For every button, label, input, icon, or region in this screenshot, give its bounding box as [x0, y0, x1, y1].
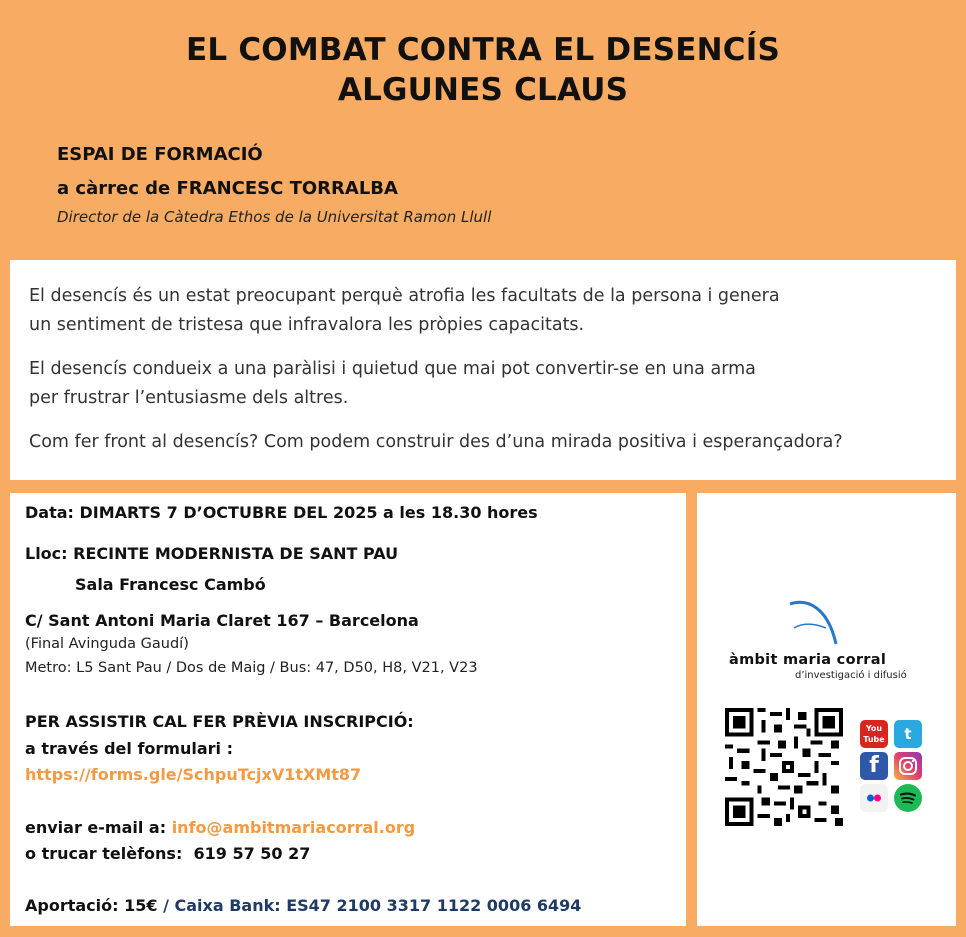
flickr-glyph-icon	[860, 784, 888, 812]
intro-p2-line2: per frustrar l’entusiasme dels altres.	[29, 388, 349, 408]
phone-line	[25, 844, 310, 863]
instagram-glyph-icon	[894, 752, 922, 780]
event-address: C/ Sant Antoni Maria Claret 167 – Barcelona	[25, 611, 419, 630]
phone-number: 619 57 50 27	[193, 844, 311, 863]
facebook-icon[interactable]: f	[860, 752, 888, 780]
spotify-icon[interactable]	[894, 784, 922, 812]
organizer-logo-icon	[788, 598, 840, 650]
fee-line	[25, 896, 581, 915]
form-link[interactable]: https://forms.gle/SchpuTcjxV1tXMt87	[25, 765, 362, 784]
speaker-role: Director de la Càtedra Ethos de la Universitat Ramon Llull	[57, 208, 492, 226]
twitter-icon[interactable]: t	[894, 720, 922, 748]
title-line-2: ALGUNES CLAUS	[337, 72, 629, 108]
event-title	[0, 30, 966, 110]
email-link[interactable]: info@ambitmariacorral.org	[171, 818, 416, 837]
event-address-note: (Final Avinguda Gaudí)	[25, 636, 189, 652]
qr-code-icon[interactable]	[725, 708, 843, 826]
intro-p2-line1: El desencís condueix a una paràlisi i quietud que mai pot convertir-se en una arma	[29, 359, 756, 379]
organizer-tagline: d’investigació i difusió	[795, 670, 907, 681]
spotify-glyph-icon	[894, 784, 922, 812]
title-line-1: EL COMBAT CONTRA EL DESENCÍS	[186, 32, 780, 68]
bank-separator: /	[163, 896, 169, 915]
flickr-icon[interactable]	[860, 784, 888, 812]
speaker-line: a càrrec de FRANCESC TORRALBA	[57, 178, 398, 199]
fee-label: Aportació: 15€	[25, 896, 158, 915]
email-line	[25, 818, 415, 837]
intro-box	[10, 260, 956, 480]
youtube-icon[interactable]: You Tube	[860, 720, 888, 748]
intro-p1-line2: un sentiment de tristesa que infravalora les pròpies capacitats.	[29, 315, 585, 335]
event-info-box	[10, 493, 686, 926]
instagram-icon[interactable]	[894, 752, 922, 780]
intro-paragraph-3	[29, 428, 938, 457]
event-place: Lloc: RECINTE MODERNISTA DE SANT PAU	[25, 544, 399, 563]
registration-via: a través del formulari :	[25, 739, 233, 758]
training-block	[57, 140, 491, 226]
event-room: Sala Francesc Cambó	[75, 575, 266, 594]
phone-label: o trucar telèfons:	[25, 844, 183, 863]
intro-p1-line1: El desencís és un estat preocupant perquè atrofia les facultats de la persona i genera	[29, 286, 780, 306]
training-label: ESPAI DE FORMACIÓ	[57, 144, 263, 165]
event-transport: Metro: L5 Sant Pau / Dos de Maig / Bus: 47, D50, H8, V21, V23	[25, 660, 478, 676]
email-label: enviar e-mail a:	[25, 818, 167, 837]
intro-paragraph-2	[29, 355, 938, 413]
event-date: Data: DIMARTS 7 D’OCTUBRE DEL 2025 a les 18.30 hores	[25, 503, 538, 522]
bank-account: Caixa Bank: ES47 2100 3317 1122 0006 6494	[174, 896, 582, 915]
intro-paragraph-1	[29, 282, 938, 340]
intro-p3: Com fer front al desencís? Com podem construir des d’una mirada positiva i esperançadora?	[29, 432, 843, 452]
organizer-name: àmbit maria corral	[729, 652, 887, 668]
registration-title: PER ASSISTIR CAL FER PRÈVIA INSCRIPCIÓ:	[25, 712, 414, 731]
